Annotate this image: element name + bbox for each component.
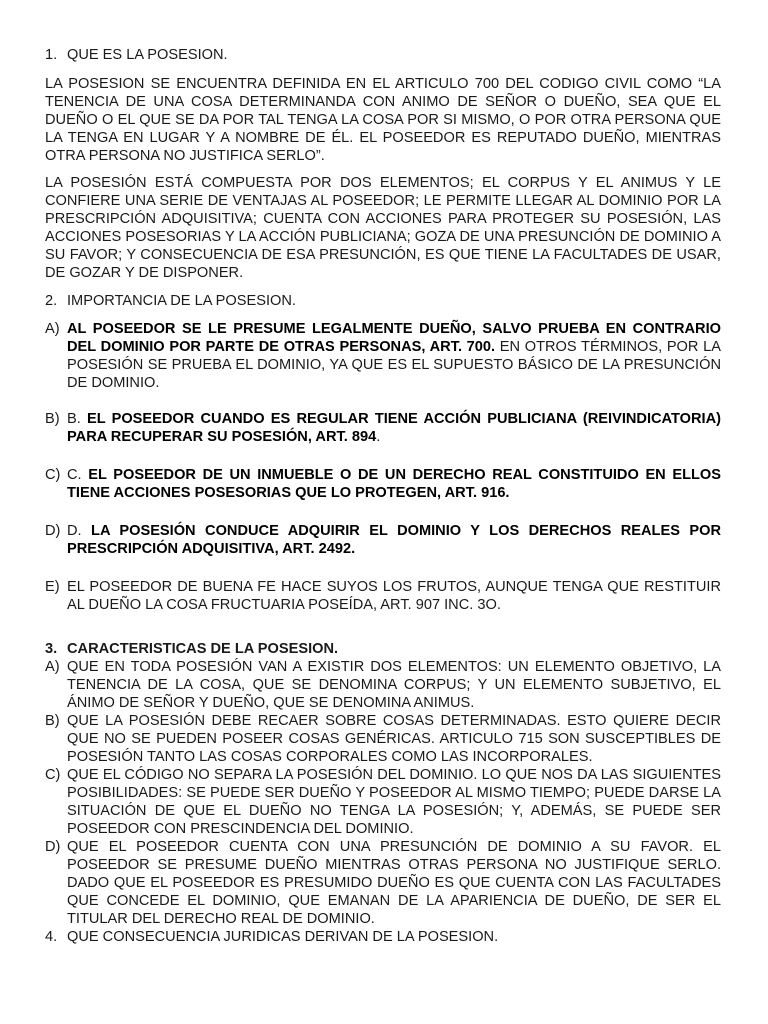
characteristic-item-d [45,838,721,928]
characteristic-item-a-label: A) [45,659,60,675]
importance-item-a-rest: EN OTROS TÉRMINOS, POR LA POSESIÓN SE PRUEBA EL DOMINIO, YA QUE ES EL SUPUESTO BÁSICO DE LA PRESUNCIÓN DE DOMINIO. [67,339,721,391]
characteristic-item-c [45,766,721,838]
importance-item-a [45,320,721,392]
importance-item-b-bold: EL POSEEDOR CUANDO ES REGULAR TIENE ACCIÓN PUBLICIANA (REIVINDICATORIA) PARA RECUPERAR SU POSESIÓN, ART. 894 [67,411,721,445]
importance-item-b [45,410,721,446]
heading-4-text: QUE CONSECUENCIA JURIDICAS DERIVAN DE LA POSESION. [67,929,499,945]
heading-1 [45,46,721,64]
importance-item-d [45,522,721,558]
heading-4-number: 4. [45,929,58,945]
heading-2-text: IMPORTANCIA DE LA POSESION. [67,293,296,309]
characteristic-item-c-text: QUE EL CÓDIGO NO SEPARA LA POSESIÓN DEL DOMINIO. LO QUE NOS DA LAS SIGUIENTES POSIBILIDADES: SE PUEDE SER DUEÑO Y POSEEDOR AL MISMO TIEMPO; PUEDE DARSE LA SITUACIÓN DE QUE EL DUEÑO NO TENGA LA POSESIÓN; Y, ADEMÁS, SE PUEDE SER POSEEDOR CON PRESCINDENCIA DEL DOMINIO. [67,767,721,837]
heading-3 [45,640,721,658]
heading-2 [45,292,721,310]
characteristic-item-b-label: B) [45,713,60,729]
importance-item-d-label: D) [45,523,61,539]
importance-item-e-label: E) [45,579,60,595]
importance-item-e-rest: EL POSEEDOR DE BUENA FE HACE SUYOS LOS FRUTOS, AUNQUE TENGA QUE RESTITUIR AL DUEÑO LA COSA FRUCTUARIA POSEÍDA, ART. 907 INC. 3O. [67,579,721,613]
paragraph-elements: LA POSESIÓN ESTÁ COMPUESTA POR DOS ELEMENTOS; EL CORPUS Y EL ANIMUS Y LE CONFIERE UNA SERIE DE VENTAJAS AL POSEEDOR; LE PERMITE LLEGAR AL DOMINIO POR LA PRESCRIPCIÓN ADQUISITIVA; CUENTA CON ACCIONES PARA PROTEGER SU POSESIÓN, LAS ACCIONES POSESORIAS Y LA ACCIÓN PUBLICIANA; GOZA DE UNA PRESUNCIÓN DE DOMINIO A SU FAVOR; Y CONSECUENCIA DE ESA PRESUNCIÓN, ES QUE TIENE LA FACULTADES DE USAR, DE GOZAR Y DE DISPONER. [45,175,721,281]
characteristic-item-a [45,658,721,712]
importance-item-e [45,578,721,614]
heading-3-number: 3. [45,641,58,657]
heading-4 [45,928,721,946]
heading-1-text: QUE ES LA POSESION. [67,47,228,63]
importance-item-b-label: B) [45,411,60,427]
importance-item-b-prefix: B. [67,411,87,427]
importance-item-c-bold: EL POSEEDOR DE UN INMUEBLE O DE UN DERECHO REAL CONSTITUIDO EN ELLOS TIENE ACCIONES POSESORIAS QUE LO PROTEGEN, ART. 916. [67,467,721,501]
importance-item-a-label: A) [45,321,60,337]
importance-item-d-prefix: D. [67,523,92,539]
characteristic-item-b-text: QUE LA POSESIÓN DEBE RECAER SOBRE COSAS DETERMINADAS. ESTO QUIERE DECIR QUE NO SE PUEDEN POSEER COSAS GENÉRICAS. ARTICULO 715 SON SUSCEPTIBLES DE POSESIÓN TANTO LAS COSAS CORPORALES COMO LAS INCORPORALES. [67,713,721,765]
heading-2-number: 2. [45,293,58,309]
heading-1-number: 1. [45,47,58,63]
importance-item-c-prefix: C. [67,467,89,483]
importance-item-c [45,466,721,502]
heading-3-text: CARACTERISTICAS DE LA POSESION. [67,641,339,657]
characteristic-item-d-label: D) [45,839,61,855]
importance-item-c-label: C) [45,467,61,483]
characteristic-item-b [45,712,721,766]
characteristic-item-c-label: C) [45,767,61,783]
paragraph-definition: LA POSESION SE ENCUENTRA DEFINIDA EN EL ARTICULO 700 DEL CODIGO CIVIL COMO “LA TENENCIA DE UNA COSA DETERMINANDA CON ANIMO DE SEÑOR O DUEÑO, SEA QUE EL DUEÑO O EL QUE SE DA POR TAL TENGA LA COSA POR SI MISMO, O POR OTRA PERSONA QUE LA TENGA EN LUGAR Y A NOMBRE DE ÉL. EL POSEEDOR ES REPUTADO DUEÑO, MIENTRAS OTRA PERSONA NO JUSTIFICA SERLO”. [45,76,721,164]
importance-item-b-rest: . [376,429,381,445]
characteristic-item-d-text: QUE EL POSEEDOR CUENTA CON UNA PRESUNCIÓN DE DOMINIO A SU FAVOR. EL POSEEDOR SE PRESUME DUEÑO MIENTRAS OTRAS PERSONA NO JUSTIFIQUE SERLO. DADO QUE EL POSEEDOR ES PRESUMIDO DUEÑO ES QUE CUENTA CON LAS FACULTADES QUE CONCEDE EL DOMINIO, QUE EMANAN DE LA APARIENCIA DE DUEÑO, DE SER EL TITULAR DEL DERECHO REAL DE DOMINIO. [67,839,721,927]
characteristic-item-a-text: QUE EN TODA POSESIÓN VAN A EXISTIR DOS ELEMENTOS: UN ELEMENTO OBJETIVO, LA TENENCIA DE LA COSA, QUE SE DENOMINA CORPUS; Y UN ELEMENTO SUBJETIVO, EL ÁNIMO DE SEÑOR Y DUEÑO, QUE SE DENOMINA ANIMUS. [67,659,721,711]
importance-item-a-bold: AL POSEEDOR SE LE PRESUME LEGALMENTE DUEÑO, SALVO PRUEBA EN CONTRARIO DEL DOMINIO POR PARTE DE OTRAS PERSONAS, ART. 700. [67,321,721,355]
importance-item-d-bold: LA POSESIÓN CONDUCE ADQUIRIR EL DOMINIO Y LOS DERECHOS REALES POR PRESCRIPCIÓN ADQUISITIVA, ART. 2492. [67,523,721,557]
